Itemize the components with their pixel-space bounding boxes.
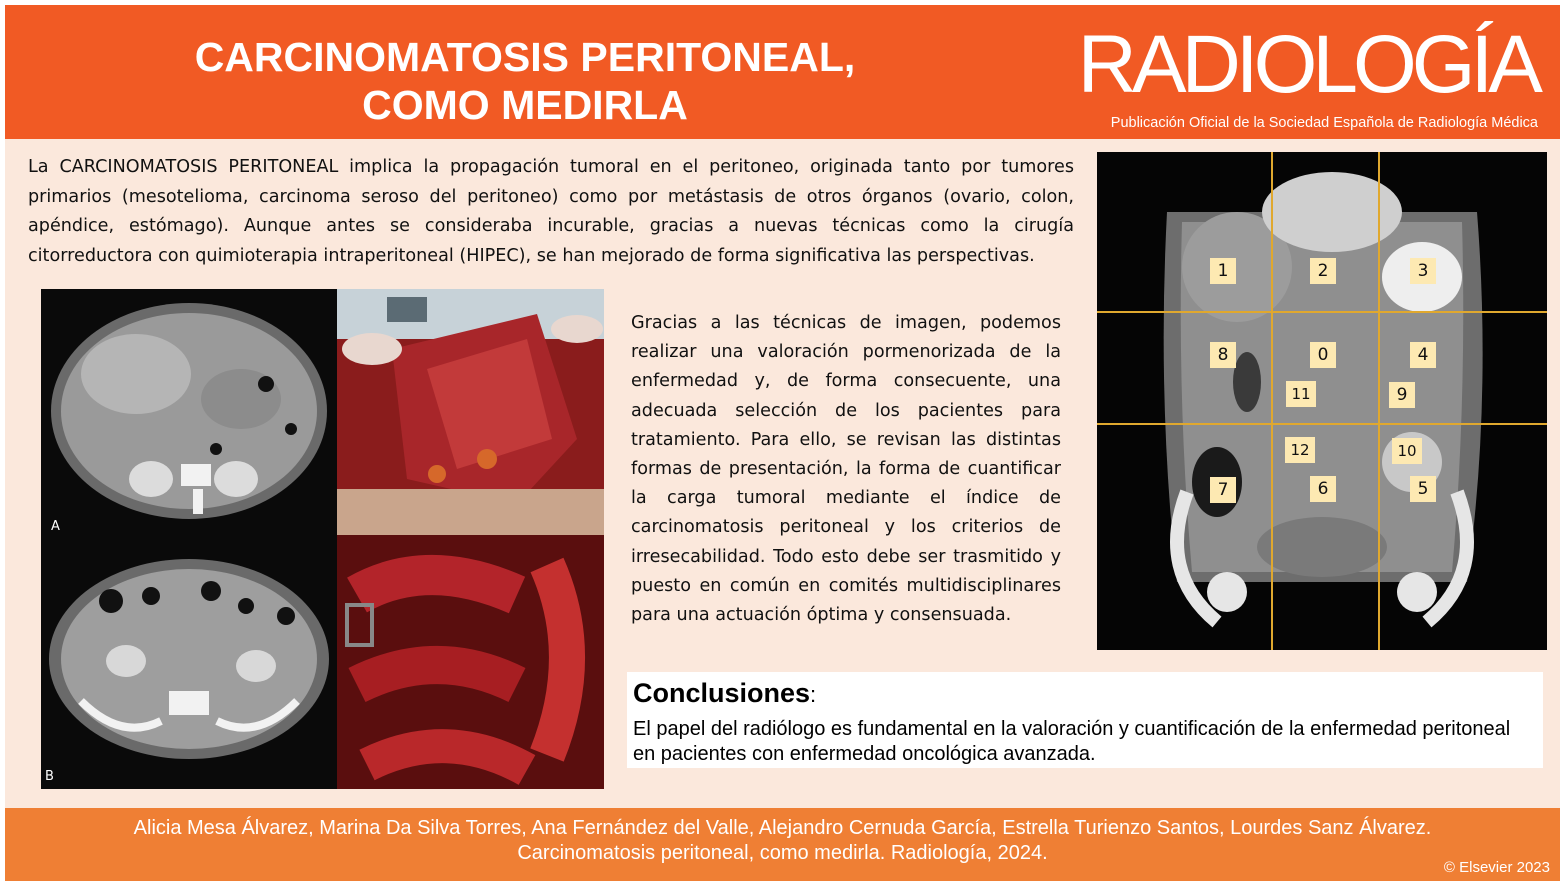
ct-coronal-pci-grid [1097,152,1547,650]
ct-axial-b-graphic [41,541,337,789]
surgical-photo-bowel [337,535,604,789]
header-banner [5,5,1560,139]
pci-region-0: 0 [1310,342,1336,368]
journal-logo-subtitle: Publicación Oficial de la Sociedad Española de Radiología Médica [1110,115,1538,131]
footer-banner [5,808,1560,881]
intro-paragraph: La CARCINOMATOSIS PERITONEAL implica la propagación tumoral en el peritoneo, originada tanto por tumores primarios (mesotelioma, carcinoma seroso del peritoneo) como por metástasis de otros órganos (ovario, colon, apéndice, estómago). Aunque antes se consideraba incurable, gracias a nuevas técnicas como la cirugía citorreductora con quimioterapia intraperitoneal (HIPEC), se han mejorado de forma significativa las perspectivas. [28,157,1074,266]
title-line-2: COMO MEDIRLA [362,82,688,128]
conclusions-box [627,672,1543,768]
pci-region-7: 7 [1210,477,1236,503]
surgical-photo-omentum [337,289,604,535]
conclusions-colon: : [810,682,817,707]
title-line-1: CARCINOMATOSIS PERITONEAL, [194,34,856,80]
pci-region-8: 8 [1210,342,1236,368]
methods-paragraph: Gracias a las técnicas de imagen, podemos realizar una valoración pormenorizada de la enfermedad y, de forma consecuente, una adecuada selección de los pacientes para tratamiento. Para ello, se revisan las distintas formas de presentación, la forma de cuantificar la carga tumoral mediante el índice de carcinomatosis peritoneal y los criterios de irresecabilidad. Todo esto debe ser trasmitido y puesto en común en comités multidisciplinares para una actuación óptima y consensuada. [631,313,1061,626]
pci-region-10: 10 [1392,438,1422,464]
poster-title [65,33,985,129]
panel-label-a: A [51,519,60,534]
pci-region-1: 1 [1210,258,1236,284]
surgical-photo-omentum-graphic [337,289,604,535]
ct-axial-image-a [41,289,337,541]
pci-region-11: 11 [1286,381,1316,407]
journal-logo-word: RADIOLOGÍA [1077,19,1538,110]
poster [5,5,1560,881]
journal-logo [1058,19,1538,131]
pci-region-5: 5 [1410,476,1436,502]
conclusions-heading [633,678,816,709]
conclusions-title: Conclusiones [633,678,811,708]
pci-region-2: 2 [1310,258,1336,284]
author-list: Alicia Mesa Álvarez, Marina Da Silva Torres, Ana Fernández del Valle, Alejandro Cernuda García, Estrella Turienzo Santos, Lourdes Sanz Álvarez. [133,817,1432,839]
ct-axial-a-graphic [41,289,337,541]
panel-label-b: B [45,769,54,784]
citation-reference: Carcinomatosis peritoneal, como medirla. Radiología, 2024. [517,842,1048,864]
surgical-photo-bowel-graphic [337,535,604,789]
conclusions-text: El papel del radiólogo es fundamental en la valoración y cuantificación de la enfermedad peritoneal en pacientes con enfermedad oncológica avanzada. [633,718,1511,765]
pci-region-4: 4 [1410,342,1436,368]
pci-region-12: 12 [1285,437,1315,463]
pci-region-9: 9 [1389,382,1415,408]
copyright-notice: © Elsevier 2023 [1443,859,1550,876]
pci-region-3: 3 [1410,258,1436,284]
ct-axial-image-b [41,541,337,789]
citation-block [5,816,1560,866]
pci-region-6: 6 [1310,476,1336,502]
ct-coronal-graphic [1097,152,1547,650]
